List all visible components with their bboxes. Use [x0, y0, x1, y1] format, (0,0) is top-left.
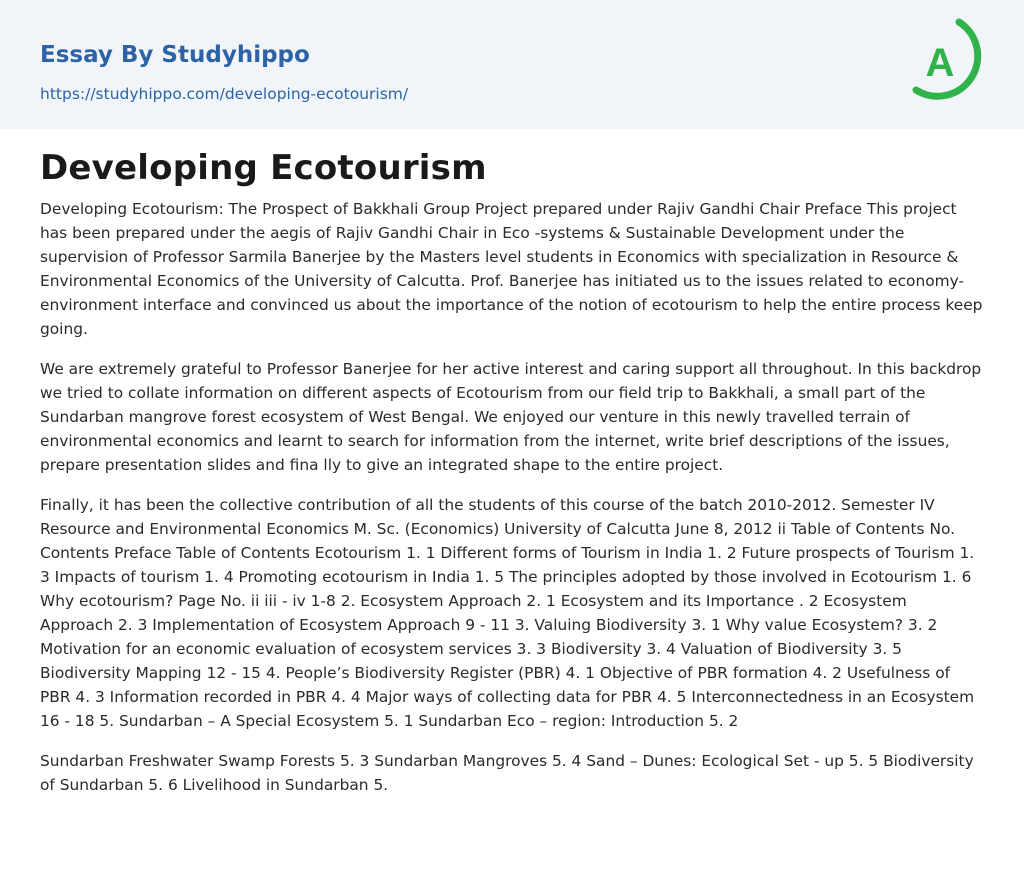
brand-title[interactable]: Essay By Studyhippo [40, 42, 310, 68]
paragraph-2: We are extremely grateful to Professor Banerjee for her active interest and caring support all throughout. In this backdrop we tried to collate information on different aspects of Ecotourism from our field trip to Bakkhali, a small part of the Sundarban mangrove forest ecosystem of West Bengal. We enjoyed our venture in this newly travelled terrain of environmental economics and learnt to search for information from the internet, write brief descriptions of the issues, prepare presentation slides and fina lly to give an integrated shape to the entire project. [40, 360, 982, 474]
article [0, 148, 1024, 797]
logo-letter: A [925, 41, 955, 85]
paragraph-4: Sundarban Freshwater Swamp Forests 5. 3 Sundarban Mangroves 5. 4 Sand – Dunes: Ecological Set - up 5. 5 Biodiversity of Sundarban 5. 6 Livelihood in Sundarban 5. [40, 752, 974, 794]
site-header [0, 0, 1024, 129]
page-title: Developing Ecotourism [40, 148, 487, 188]
studyhippo-logo-icon[interactable] [904, 14, 992, 110]
paragraph-3: Finally, it has been the collective contribution of all the students of this course of the batch 2010-2012. Semester IV Resource and Environmental Economics M. Sc. (Economics) University of Calcutta June 8, 2012 ii Table of Contents No. Contents Preface Table of Contents Ecotourism 1. 1 Different forms of Tourism in India 1. 2 Future prospects of Tourism 1. 3 Impacts of tourism 1. 4 Promoting ecotourism in India 1. 5 The principles adopted by those involved in Ecotourism 1. 6 Why ecotourism? Page No. ii iii - iv 1-8 2. Ecosystem Approach 2. 1 Ecosystem and its Importance . 2 Ecosystem Approach 2. 3 Implementation of Ecosystem Approach 9 - 11 3. Valuing Biodiversity 3. 1 Why value Ecosystem? 3. 2 Motivation for an economic evaluation of ecosystem services 3. 3 Biodiversity 3. 4 Valuation of Biodiversity 3. 5 Biodiversity Mapping 12 - 15 4. People’s Biodiversity Register (PBR) 4. 1 Objective of PBR formation 4. 2 Usefulness of PBR 4. 3 Information recorded in PBR 4. 4 Major ways of collecting data for PBR 4. 5 Interconnectedness in an Ecosystem 16 - 18 5. Sundarban – A Special Ecosystem 5. 1 Sundarban Eco – region: Introduction 5. 2 [40, 496, 975, 730]
source-link[interactable]: https://studyhippo.com/developing-ecotourism/ [40, 85, 409, 103]
paragraph-1: Developing Ecotourism: The Prospect of Bakkhali Group Project prepared under Rajiv Gandhi Chair Preface This project has been prepared under the aegis of Rajiv Gandhi Chair in Eco -systems & Sustainable Development under the supervision of Professor Sarmila Banerjee by the Masters level students in Economics with specialization in Resource & Environmental Economics of the University of Calcutta. Prof. Banerjee has initiated us to the issues related to economy-environment interface and convinced us about the importance of the notion of ecotourism to help the entire process keep going. [40, 200, 983, 338]
